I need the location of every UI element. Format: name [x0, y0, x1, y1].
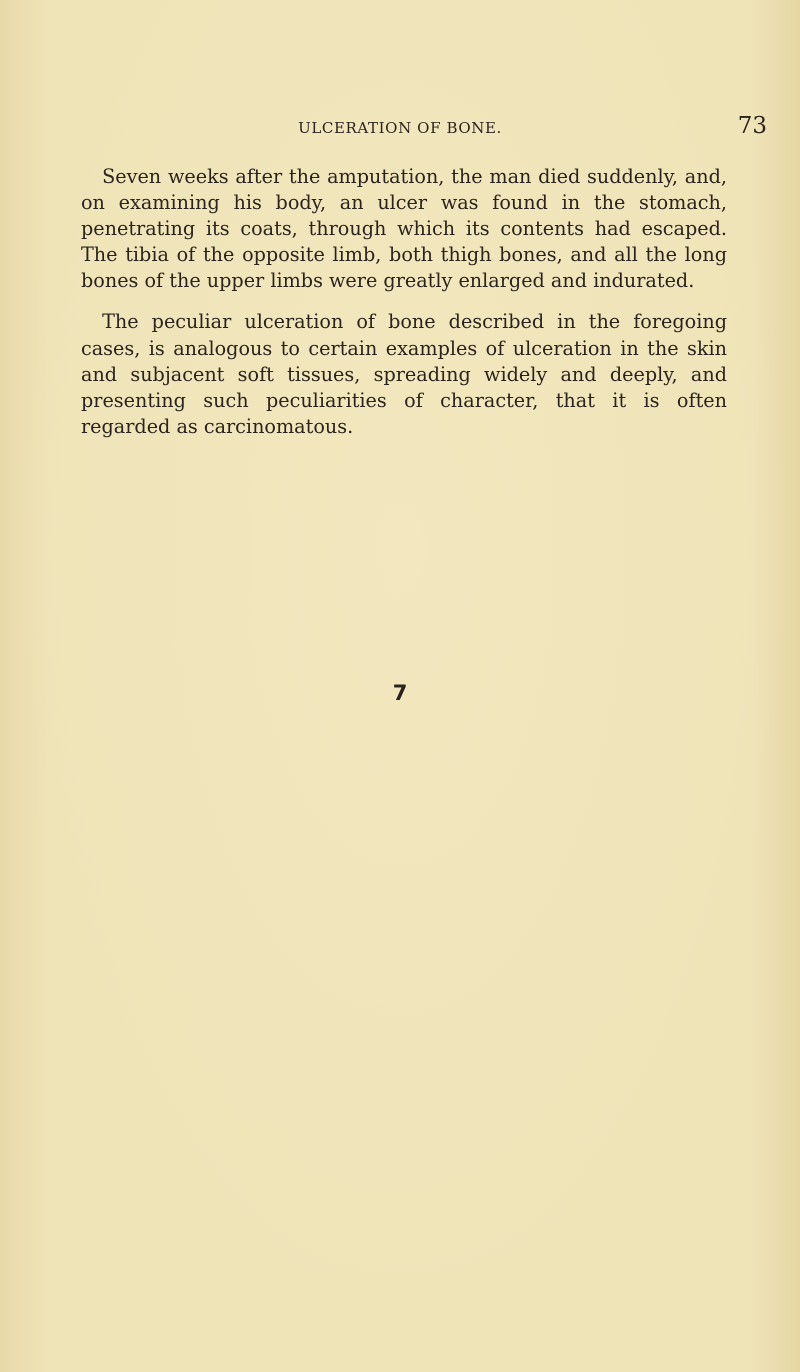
page-number: 73	[737, 113, 767, 139]
running-title: ULCERATION OF BONE.	[298, 119, 502, 137]
signature-mark: 7	[392, 681, 408, 705]
body-text	[81, 164, 727, 440]
running-header	[0, 113, 800, 141]
paragraph-1: Seven weeks after the amputation, the man died suddenly, and, on examining his body, an ulcer was found in the stomach, penetrating its coats, through which its contents had escaped. The tibia of the opposite limb, both thigh bones, and all the long bones of the upper limbs were greatly enlarged and indurated.	[81, 165, 727, 293]
paragraph-2: The peculiar ulceration of bone described in the foregoing cases, is analogous to certain examples of ulceration in the skin and subjacent soft tissues, spreading widely and deeply, and presenting such peculiarities of character, that it is often regarded as carcinomatous.	[81, 310, 727, 438]
